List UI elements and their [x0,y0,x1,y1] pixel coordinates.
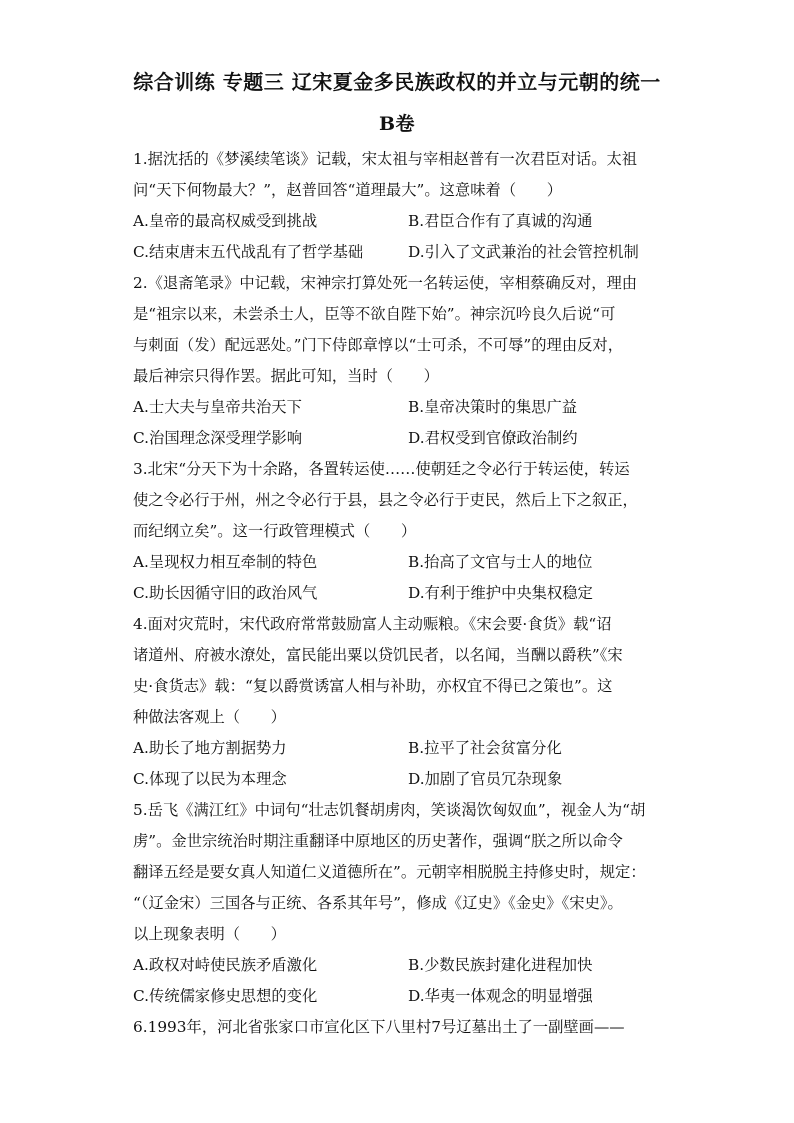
question-text-line: 而纪纲立矣”。这一行政管理模式（ ） [133,522,417,540]
option-a: A.士大夫与皇帝共治天下 [133,398,302,416]
question-text-line: 问“天下何物最大？”，赵普回答“道理最大”。这意味着（ ） [133,181,563,199]
document-subtitle: B卷 [378,113,416,135]
option-a: A.皇帝的最高权威受到挑战 [133,212,318,230]
question-text-line: 2.《退斋笔录》中记载，宋神宗打算处死一名转运使，宰相蔡确反对，理由 [133,274,638,292]
option-b: B.拉平了社会贫富分化 [408,739,562,757]
option-b: B.抬高了文官与士人的地位 [408,553,593,571]
question-text-line: 史·食货志》载：“复以爵赏诱富人相与补助，亦权宜不得已之策也”。这 [133,677,613,695]
option-c: C.体现了以民为本理念 [133,770,287,788]
question-text-line: 1.据沈括的《梦溪续笔谈》记载，宋太祖与宰相赵普有一次君臣对话。太祖 [133,150,638,168]
option-d: D.华夷一体观念的明显增强 [408,987,593,1005]
question-text-line: 以上现象表明（ ） [133,925,286,943]
question-text-line: 3.北宋“分天下为十余路，各置转运使……使朝廷之令必行于转运使，转运 [133,460,630,478]
option-d: D.有利于维护中央集权稳定 [408,584,593,602]
question-text-line: 最后神宗只得作罢。据此可知，当时（ ） [133,367,439,385]
question-text-line: 翻译五经是要女真人知道仁义道德所在”。元朝宰相脱脱主持修史时，规定： [133,863,646,881]
option-a: A.呈现权力相互牵制的特色 [133,553,318,571]
question-2 [133,268,673,454]
document-title: 综合训练 专题三 辽宋夏金多民族政权的并立与元朝的统一 [133,70,661,94]
option-c: C.传统儒家修史思想的变化 [133,987,318,1005]
question-text-line: 种做法客观上（ ） [133,708,286,726]
question-text-line: 虏”。金世宗统治时期注重翻译中原地区的历史著作，强调“朕之所以命令 [133,832,623,850]
question-6 [133,1012,673,1043]
option-a: A.助长了地方割据势力 [133,739,287,757]
question-text-line: 4.面对灾荒时，宋代政府常常鼓励富人主动赈粮。《宋会要·食货》载“诏 [133,615,612,633]
question-4 [133,609,673,795]
option-c: C.治国理念深受理学影响 [133,429,302,447]
option-d: D.引入了文武兼治的社会管控机制 [408,243,639,261]
option-b: B.少数民族封建化进程加快 [408,956,593,974]
question-text-line: 使之令必行于州，州之令必行于县，县之令必行于吏民，然后上下之叙正， [133,491,638,509]
option-d: D.君权受到官僚政治制约 [408,429,578,447]
question-3 [133,454,673,609]
question-1 [133,144,673,268]
question-text-line: 是“祖宗以来，未尝杀士人，臣等不欲自陛下始”。神宗沉吟良久后说“可 [133,305,616,323]
option-b: B.君臣合作有了真诚的沟通 [408,212,593,230]
question-5 [133,795,673,1012]
question-list [133,144,673,1043]
question-text-line: 诸道州、府被水潦处，富民能出粟以贷饥民者，以名闻，当酬以爵秩”《宋 [133,646,623,664]
option-a: A.政权对峙使民族矛盾激化 [133,956,318,974]
question-text-line: “（辽金宋）三国各与正统、各系其年号”，修成《辽史》《金史》《宋史》。 [133,894,623,912]
question-text-line: 6.1993年，河北省张家口市宣化区下八里村7号辽墓出土了一副壁画—— [133,1018,625,1036]
option-c: C.结束唐末五代战乱有了哲学基础 [133,243,364,261]
question-text-line: 与刺面（发）配远恶处。”门下侍郎章惇以“士可杀，不可辱”的理由反对， [133,336,624,354]
option-b: B.皇帝决策时的集思广益 [408,398,578,416]
option-d: D.加剧了官员冗杂现象 [408,770,563,788]
question-text-line: 5.岳飞《满江红》中词句“壮志饥餐胡虏肉，笑谈渴饮匈奴血”，视金人为“胡 [133,801,646,819]
option-c: C.助长因循守旧的政治风气 [133,584,318,602]
